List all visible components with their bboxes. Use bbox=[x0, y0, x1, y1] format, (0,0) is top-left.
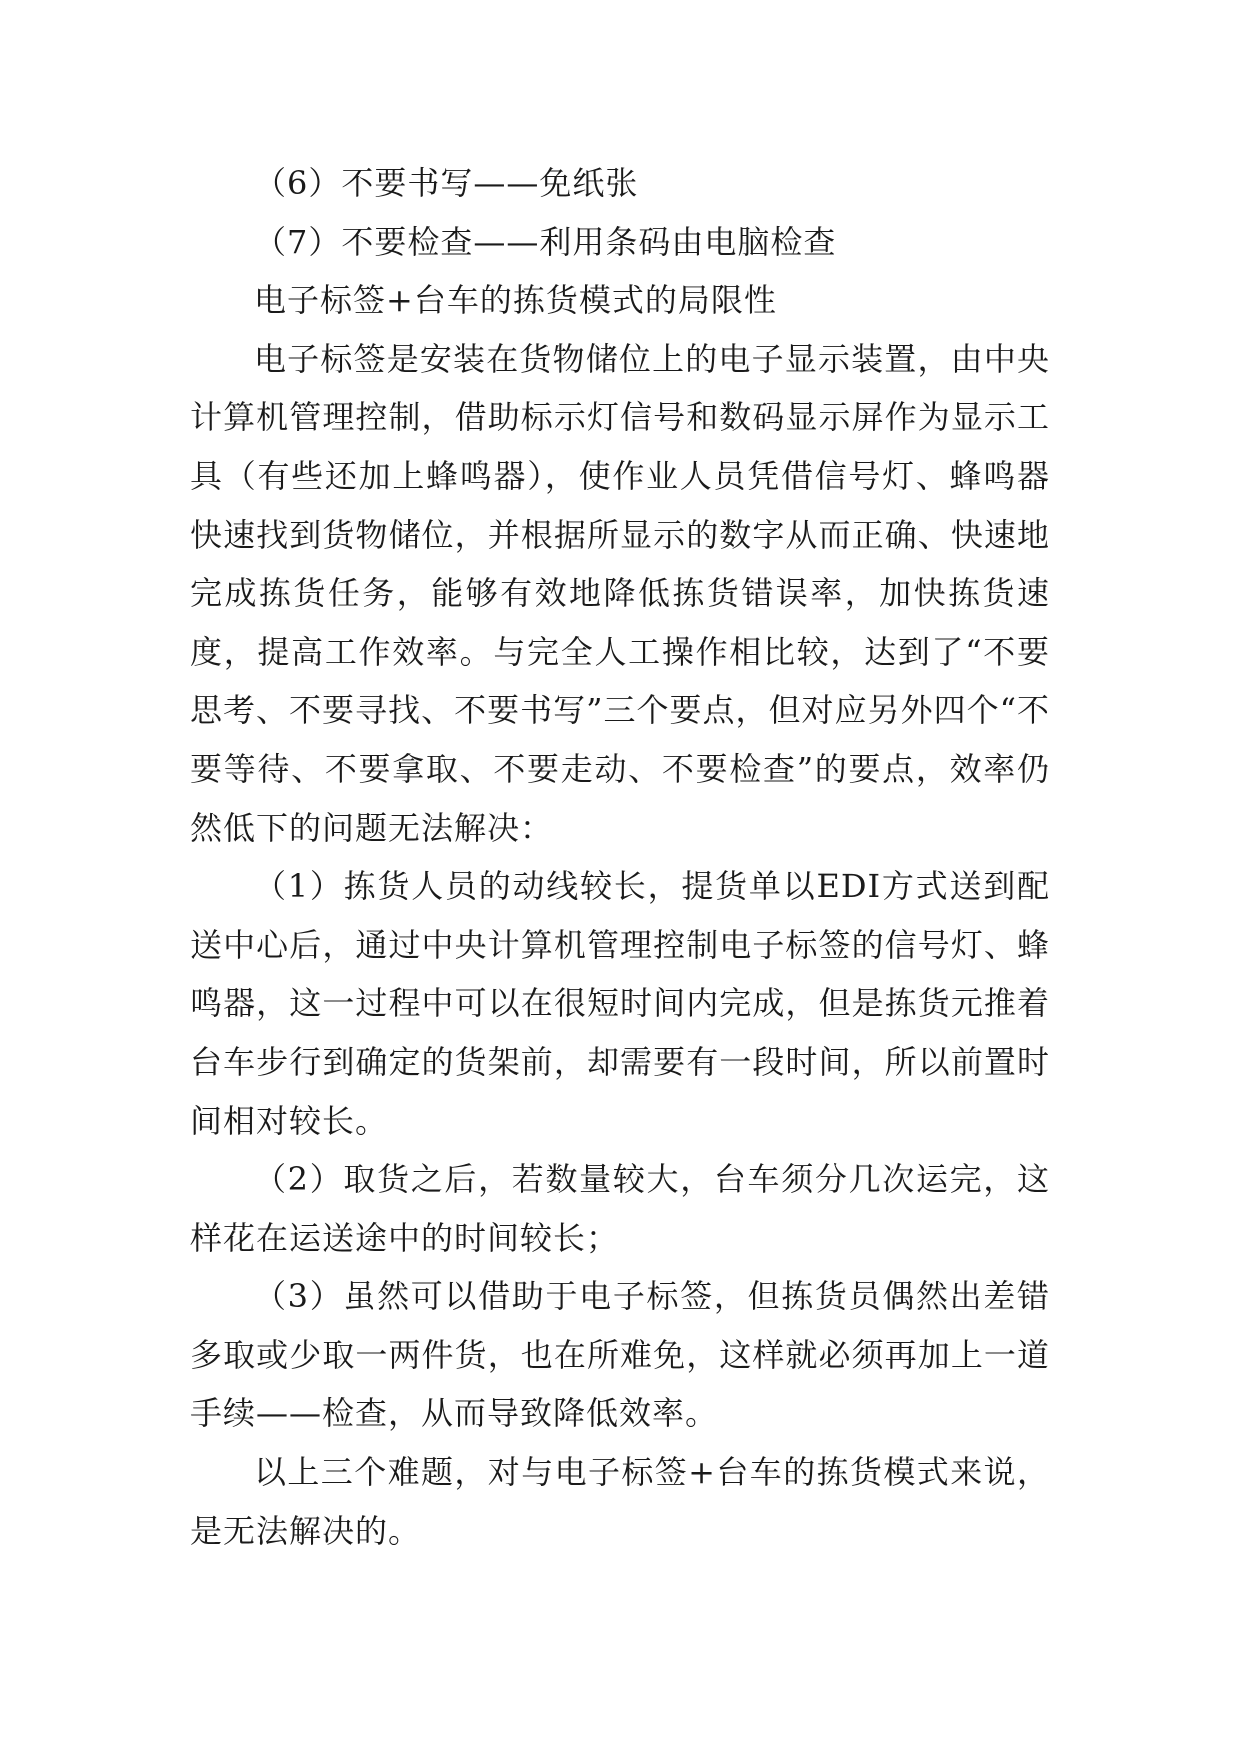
conclusion-paragraph: 以上三个难题，对与电子标签+台车的拣货模式来说，是无法解决的。 bbox=[190, 1453, 1050, 1550]
list-item-3: （3）虽然可以借助于电子标签，但拣货员偶然出差错多取或少取一两件货，也在所难免，这样就必须再加上一道手续——检查，从而导致降低效率。 bbox=[190, 1277, 1050, 1433]
list-item-7: （7）不要检查——利用条码由电脑检查 bbox=[254, 222, 837, 261]
section-heading: 电子标签+台车的拣货模式的局限性 bbox=[254, 281, 777, 320]
document-body bbox=[190, 154, 1050, 1560]
list-item-1: （1）拣货人员的动线较长，提货单以EDI方式送到配送中心后，通过中央计算机管理控制电子标签的信号灯、蜂鸣器，这一过程中可以在很短时间内完成，但是拣货元推着台车步行到确定的货架前，却需要有一段时间，所以前置时间相对较长。 bbox=[190, 867, 1050, 1140]
list-item-2: （2）取货之后，若数量较大，台车须分几次运完，这样花在运送途中的时间较长； bbox=[190, 1160, 1050, 1257]
list-item-6: （6）不要书写——免纸张 bbox=[254, 164, 639, 202]
body-paragraph: 电子标签是安装在货物储位上的电子显示装置，由中央计算机管理控制，借助标示灯信号和数码显示屏作为显示工具（有些还加上蜂鸣器），使作业人员凭借信号灯、蜂鸣器快速找到货物储位，并根据所显示的数字从而正确、快速地完成拣货任务，能够有效地降低拣货错误率，加快拣货速度，提高工作效率。与完全人工操作相比较，达到了“不要思考、不要寻找、不要书写”三个要点，但对应另外四个“不要等待、不要拿取、不要走动、不要检查”的要点，效率仍然低下的问题无法解决： bbox=[190, 339, 1050, 847]
